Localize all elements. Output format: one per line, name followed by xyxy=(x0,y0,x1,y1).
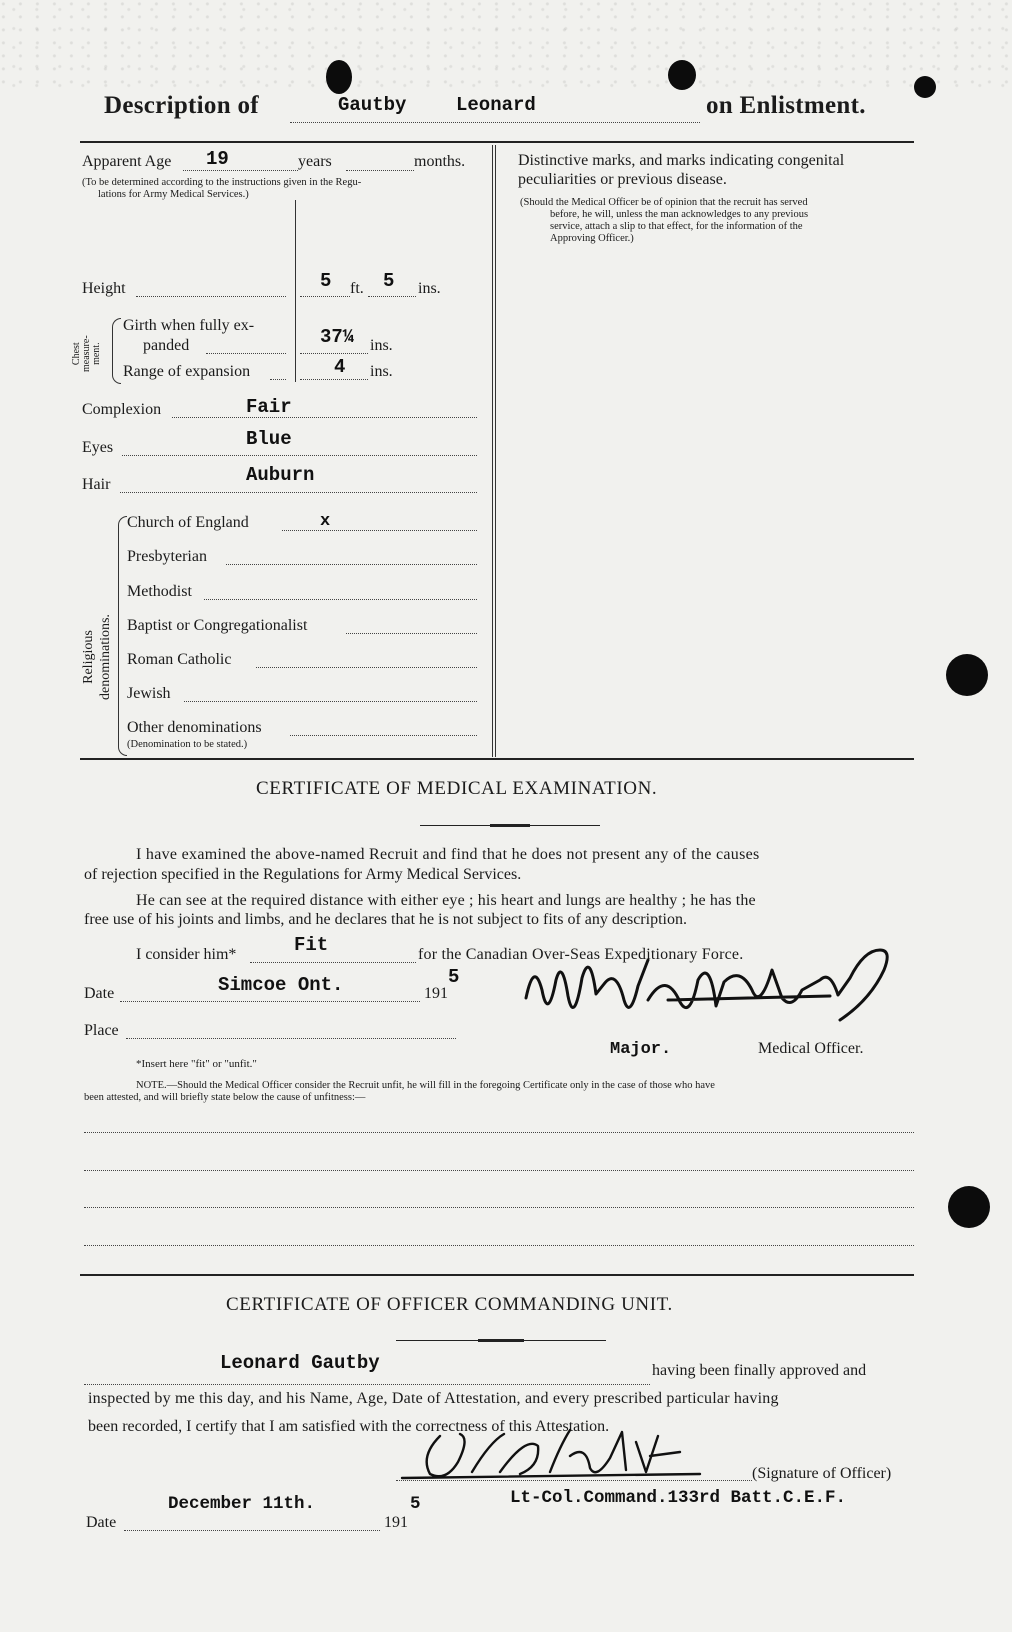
religion-fill xyxy=(256,667,477,668)
religion-item: Other denominations xyxy=(127,719,262,736)
commanding-title: CERTIFICATE OF OFFICER COMMANDING UNIT. xyxy=(226,1294,673,1315)
insert-note: *Insert here "fit" or "unfit." xyxy=(136,1058,257,1070)
religion-fill xyxy=(346,633,477,634)
unfit-note-line2: been attested, and will briefly state below the cause of unfitness:— xyxy=(84,1092,366,1103)
commanding-line2: inspected by me this day, and his Name, Age, Date of Attestation, and every prescribed particular having xyxy=(88,1390,779,1407)
punch-hole xyxy=(914,76,936,98)
complexion-value: Fair xyxy=(246,396,292,418)
medical-officer-signature xyxy=(520,940,920,1040)
height-fill xyxy=(136,296,286,297)
unfit-blank-line xyxy=(84,1170,914,1171)
age-value: 19 xyxy=(206,148,229,170)
medical-p2-line2: free use of his joints and limbs, and he declares that he is not subject to fits of any description. xyxy=(84,911,687,928)
column-divider-inner xyxy=(492,145,493,757)
commanding-date-label: Date xyxy=(86,1514,117,1531)
religion-brace xyxy=(118,516,127,756)
religion-item: Roman Catholic xyxy=(127,651,232,668)
eyes-label: Eyes xyxy=(82,439,114,456)
complexion-fill xyxy=(172,417,477,418)
medical-date-value: Simcoe Ont. xyxy=(218,974,344,996)
commanding-date-fill xyxy=(124,1530,380,1531)
commanding-line3: been recorded, I certify that I am satisfied with the correctness of this Attestation. xyxy=(88,1418,610,1435)
distinctive-note-4: Approving Officer.) xyxy=(550,233,634,244)
signature-fill xyxy=(396,1480,752,1481)
girth-value-fill xyxy=(300,353,368,354)
punch-hole xyxy=(668,60,696,90)
chest-label-1: Chest xyxy=(71,342,82,366)
age-label: Apparent Age xyxy=(82,153,172,170)
measure-divider xyxy=(295,200,296,382)
height-in-fill xyxy=(368,296,416,297)
unfit-blank-line xyxy=(84,1132,914,1133)
commanding-title-rule-center xyxy=(478,1339,524,1342)
girth-label-1: Girth when fully ex- xyxy=(123,317,255,334)
commanding-date-value: December 11th. xyxy=(168,1494,316,1514)
paper-speckle xyxy=(0,0,1012,90)
months-fill xyxy=(346,170,414,171)
distinctive-note-1: (Should the Medical Officer be of opinion that the recruit has served xyxy=(520,197,808,208)
commanding-officer-signature xyxy=(400,1416,730,1486)
months-label: months. xyxy=(414,153,466,170)
header-surname: Gautby xyxy=(338,94,407,116)
religion-fill xyxy=(204,599,477,600)
religion-other-note: (Denomination to be stated.) xyxy=(127,739,248,750)
medical-p1-line2: of rejection specified in the Regulations for Army Medical Services. xyxy=(84,866,522,883)
section-rule xyxy=(80,758,914,760)
header-left: Description of xyxy=(104,92,259,119)
religion-fill xyxy=(184,701,477,702)
range-ins-label: ins. xyxy=(370,363,393,380)
commanding-year-prefix: 191 xyxy=(384,1514,408,1531)
consider-fill xyxy=(250,962,416,963)
age-note-2: lations for Army Medical Services.) xyxy=(98,189,249,200)
medical-officer-label: Medical Officer. xyxy=(758,1040,864,1057)
chest-side-label xyxy=(72,335,102,372)
range-fill xyxy=(270,379,286,380)
punch-hole xyxy=(946,654,988,696)
hair-label: Hair xyxy=(82,476,111,493)
consider-label: I consider him* xyxy=(136,946,237,963)
unfit-blank-line xyxy=(84,1245,914,1246)
eyes-value: Blue xyxy=(246,428,292,450)
religion-item: Church of England xyxy=(127,514,249,531)
section-rule xyxy=(80,1274,914,1276)
consider-value: Fit xyxy=(294,934,329,956)
religion-fill xyxy=(226,564,477,565)
chest-label-3: ment. xyxy=(91,342,102,365)
medical-officer-rank: Major. xyxy=(610,1040,672,1059)
ft-label: ft. xyxy=(350,280,364,297)
header-given: Leonard xyxy=(456,94,536,116)
hair-value: Auburn xyxy=(246,464,315,486)
religion-item: Jewish xyxy=(127,685,171,702)
medical-p1-line1: I have examined the above-named Recruit and find that he does not present any of the causes xyxy=(136,846,760,863)
religion-item: Baptist or Congregationalist xyxy=(127,617,308,634)
distinctive-line-2: peculiarities or previous disease. xyxy=(518,171,727,188)
medical-place-fill xyxy=(126,1038,456,1039)
range-value-fill xyxy=(300,379,368,380)
unfit-note-line1: NOTE.—Should the Medical Officer consider the Recruit unfit, he will fill in the foregoing Certificate only in the case of those who have xyxy=(136,1080,715,1091)
header-fill-line xyxy=(290,122,700,123)
signature-label: (Signature of Officer) xyxy=(752,1465,892,1482)
medical-year-value: 5 xyxy=(448,966,460,988)
girth-fill xyxy=(206,353,286,354)
religion-mark: x xyxy=(320,512,331,531)
punch-hole xyxy=(948,1186,990,1228)
girth-value: 37¼ xyxy=(320,326,355,348)
medical-place-label: Place xyxy=(84,1022,119,1039)
height-ft-value: 5 xyxy=(320,270,332,292)
header-right: on Enlistment. xyxy=(706,92,866,119)
religion-side-label-1: Religious xyxy=(81,630,96,684)
height-ft-fill xyxy=(300,296,350,297)
religion-side-label-2: denominations. xyxy=(98,614,113,700)
range-label: Range of expansion xyxy=(123,363,251,380)
distinctive-line-1: Distinctive marks, and marks indicating congenital xyxy=(518,152,845,169)
age-fill xyxy=(183,170,298,171)
girth-ins-label: ins. xyxy=(370,337,393,354)
religion-side-label xyxy=(80,614,114,700)
commanding-year-value: 5 xyxy=(410,1494,421,1514)
commanding-line1-tail: having been finally approved and xyxy=(652,1362,867,1379)
years-label: years xyxy=(298,153,332,170)
religion-item: Methodist xyxy=(127,583,192,600)
medical-title-rule-center xyxy=(490,824,530,827)
unfit-blank-line xyxy=(84,1207,914,1208)
distinctive-note-2: before, he will, unless the man acknowledges to any previous xyxy=(550,209,809,220)
medical-date-label: Date xyxy=(84,985,115,1002)
religion-fill xyxy=(282,530,477,531)
religion-item: Presbyterian xyxy=(127,548,207,565)
chest-label-2: measure- xyxy=(81,335,92,372)
ins-label: ins. xyxy=(418,280,441,297)
commanding-officer-title: Lt-Col.Command.133rd Batt.C.E.F. xyxy=(510,1488,847,1508)
distinctive-note-3: service, attach a slip to that effect, for the information of the xyxy=(550,221,803,232)
age-note-1: (To be determined according to the instructions given in the Regu- xyxy=(82,177,362,188)
eyes-fill xyxy=(122,455,477,456)
column-divider xyxy=(495,145,496,757)
hair-fill xyxy=(120,492,477,493)
height-in-value: 5 xyxy=(383,270,395,292)
range-value: 4 xyxy=(334,356,346,378)
medical-title: CERTIFICATE OF MEDICAL EXAMINATION. xyxy=(256,778,658,799)
expeditionary-force-label: for the Canadian Over-Seas Expeditionary Force. xyxy=(418,946,744,963)
medical-year-prefix: 191 xyxy=(424,985,448,1002)
header-rule xyxy=(80,141,914,143)
commanding-name-fill xyxy=(84,1384,650,1385)
commanding-recruit-name: Leonard Gautby xyxy=(220,1352,380,1374)
religion-fill xyxy=(290,735,477,736)
medical-p2-line1: He can see at the required distance with either eye ; his heart and lungs are healthy ; he has the xyxy=(136,892,756,909)
height-label: Height xyxy=(82,280,126,297)
chest-brace xyxy=(112,318,121,384)
girth-label-2: panded xyxy=(143,337,190,354)
complexion-label: Complexion xyxy=(82,401,162,418)
medical-date-fill xyxy=(120,1001,420,1002)
punch-hole xyxy=(326,60,352,94)
